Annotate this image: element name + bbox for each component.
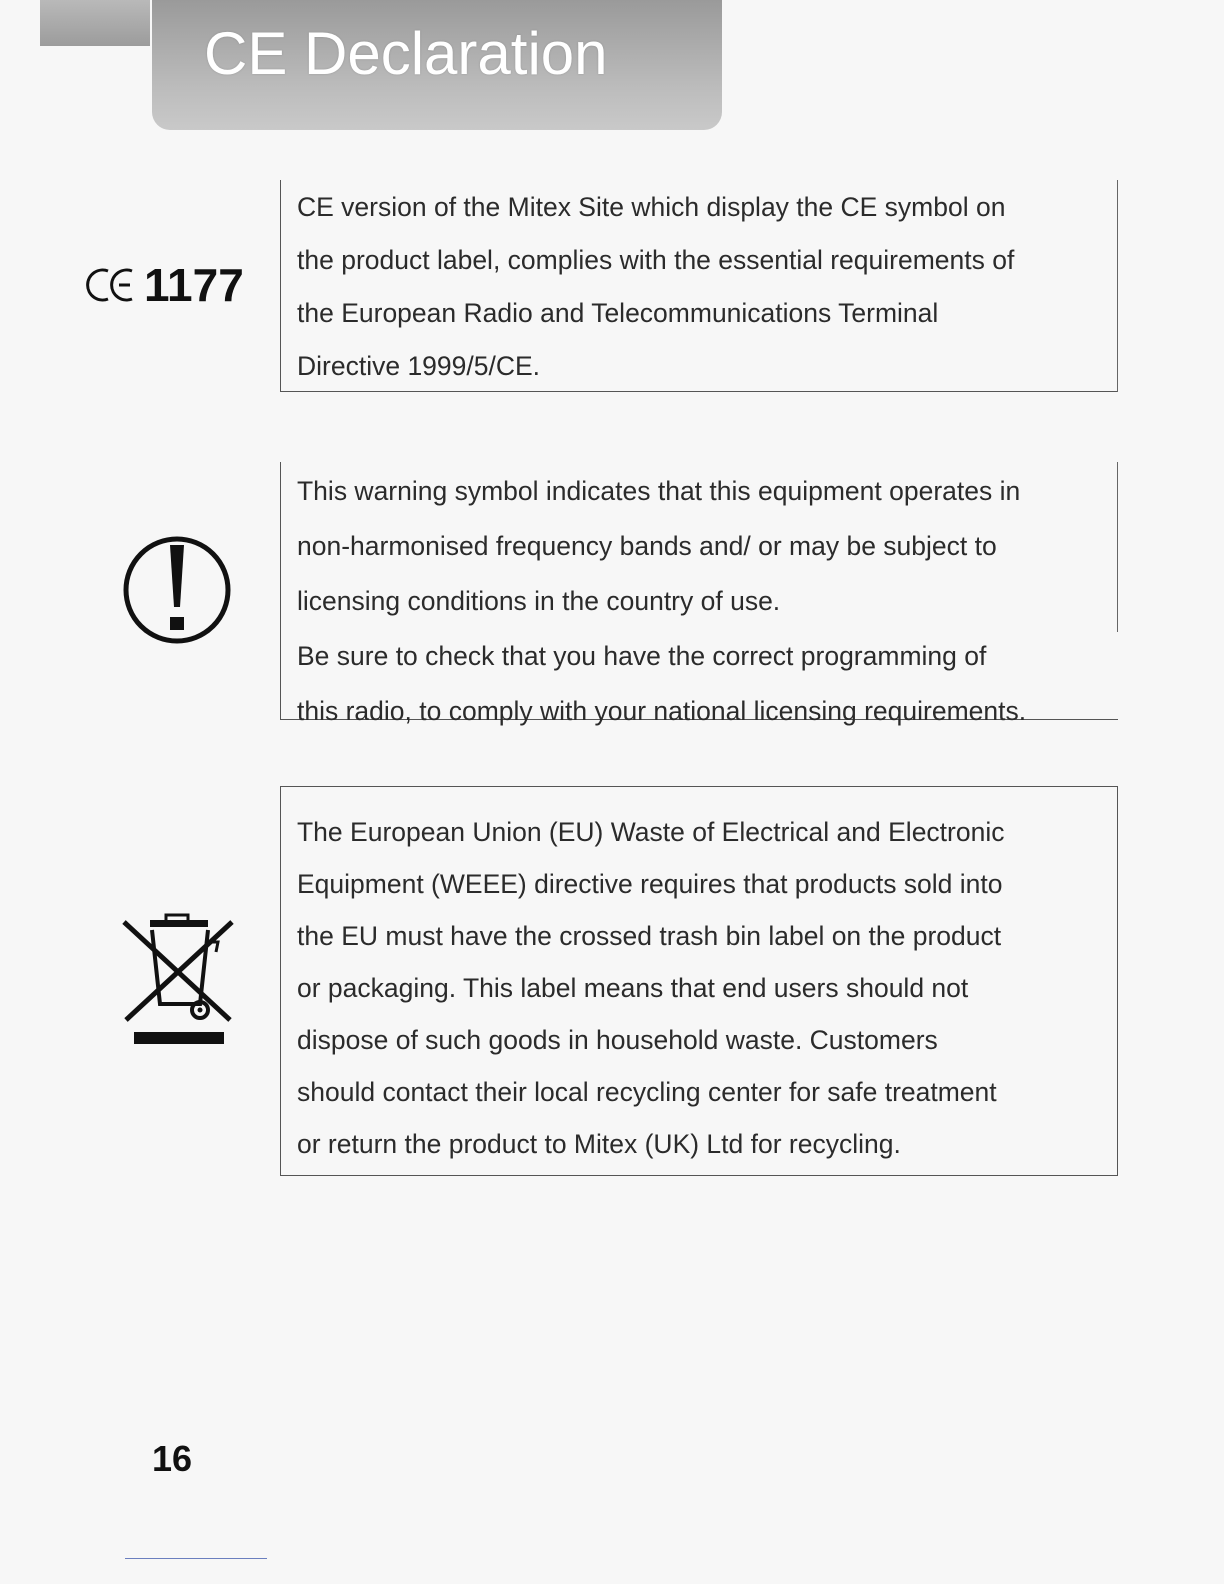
ce-mark-icon (86, 258, 244, 312)
paragraph-line: CE version of the Mitex Site which display the CE symbol on (297, 192, 1006, 222)
header-accent-strip (40, 0, 150, 46)
ce-symbol (86, 265, 138, 311)
footer-divider (125, 1558, 267, 1559)
paragraph-line: should contact their local recycling center for safe treatment (297, 1077, 997, 1107)
ce-compliance-section (280, 180, 1118, 392)
paragraph-line: Directive 1999/5/CE. (297, 351, 541, 381)
crossed-trash-bin-icon (120, 912, 238, 1048)
frequency-warning-section (280, 462, 1118, 726)
paragraph-line: licensing conditions in the country of use. (297, 586, 781, 616)
paragraph-line: non-harmonised frequency bands and/ or may be subject to (297, 531, 997, 561)
paragraph-line: or packaging. This label means that end users should not (297, 973, 969, 1003)
paragraph-line: dispose of such goods in household waste. Customers (297, 1025, 938, 1055)
paragraph-line: Equipment (WEEE) directive requires that products sold into (297, 869, 1003, 899)
paragraph-line: the European Radio and Telecommunications Terminal (297, 298, 939, 328)
page-title: CE Declaration (204, 20, 608, 87)
page-number: 16 (152, 1438, 193, 1479)
warning-exclamation-icon (120, 533, 234, 647)
paragraph-line: or return the product to Mitex (UK) Ltd for recycling. (297, 1129, 901, 1159)
paragraph-line: the product label, complies with the essential requirements of (297, 245, 1015, 275)
paragraph-line: The European Union (EU) Waste of Electrical and Electronic (297, 817, 1005, 847)
header-tab (152, 0, 722, 130)
notified-body-number: 1177 (144, 259, 244, 311)
paragraph-line: the EU must have the crossed trash bin label on the product (297, 921, 1002, 951)
paragraph-line: This warning symbol indicates that this equipment operates in (297, 476, 1021, 506)
paragraph-line: this radio, to comply with your national licensing requirements. (297, 696, 1027, 726)
weee-directive-section (280, 786, 1118, 1176)
paragraph-line: Be sure to check that you have the correct programming of (297, 641, 987, 671)
